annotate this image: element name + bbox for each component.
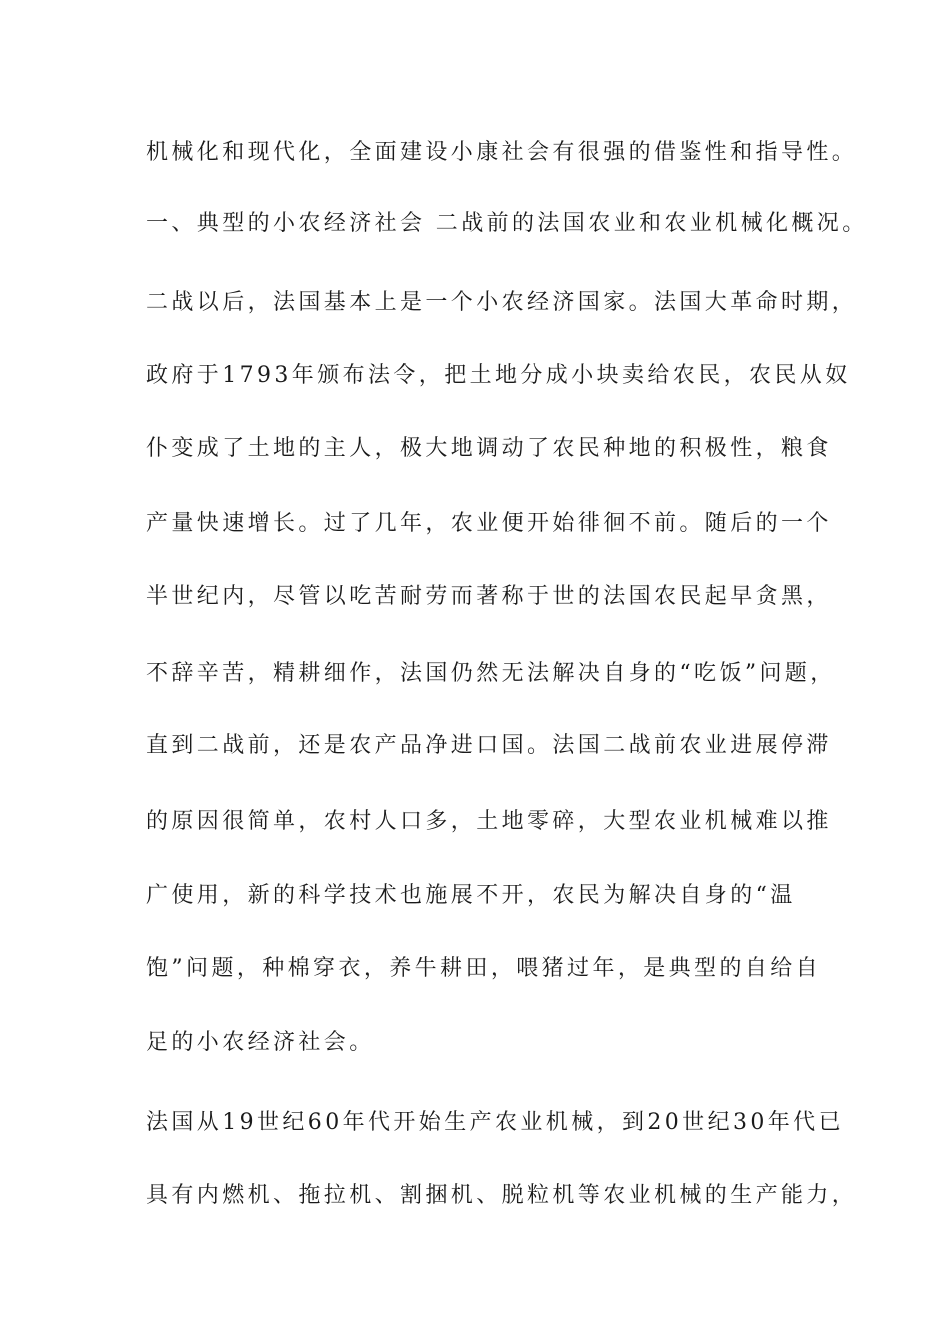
text-line: 的原因很简单，农村人口多，土地零碎，大型农业机械难以推 bbox=[146, 809, 832, 834]
text-line: 政府于1793年颁布法令，把土地分成小块卖给农民，农民从奴 bbox=[146, 363, 851, 388]
text-line: 饱”问题，种棉穿衣，养牛耕田，喂猪过年，是典型的自给自 bbox=[146, 956, 822, 981]
text-line: 广使用，新的科学技术也施展不开，农民为解决自身的“温 bbox=[146, 883, 796, 908]
text-line: 不辞辛苦，精耕细作，法国仍然无法解决自身的“吃饭”问题， bbox=[146, 661, 836, 686]
text-line: 半世纪内，尽管以吃苦耐劳而著称于世的法国农民起早贪黑， bbox=[146, 584, 832, 609]
text-line: 具有内燃机、拖拉机、割捆机、脱粒机等农业机械的生产能力， bbox=[146, 1183, 858, 1208]
section-heading: 一、典型的小农经济社会 二战前的法国农业和农业机械化概况。 bbox=[146, 211, 868, 236]
text-line: 二战以后，法国基本上是一个小农经济国家。法国大革命时期， bbox=[146, 290, 858, 315]
text-line: 机械化和现代化，全面建设小康社会有很强的借鉴性和指导性。 bbox=[146, 140, 858, 165]
text-line: 法国从19世纪60年代开始生产农业机械，到20世纪30年代已 bbox=[146, 1110, 844, 1135]
text-line: 直到二战前，还是农产品净进口国。法国二战前农业进展停滞 bbox=[146, 733, 832, 758]
text-line: 仆变成了土地的主人，极大地调动了农民种地的积极性，粮食 bbox=[146, 436, 832, 461]
text-line: 足的小农经济社会。 bbox=[146, 1030, 375, 1055]
text-line: 产量快速增长。过了几年，农业便开始徘徊不前。随后的一个 bbox=[146, 511, 832, 536]
